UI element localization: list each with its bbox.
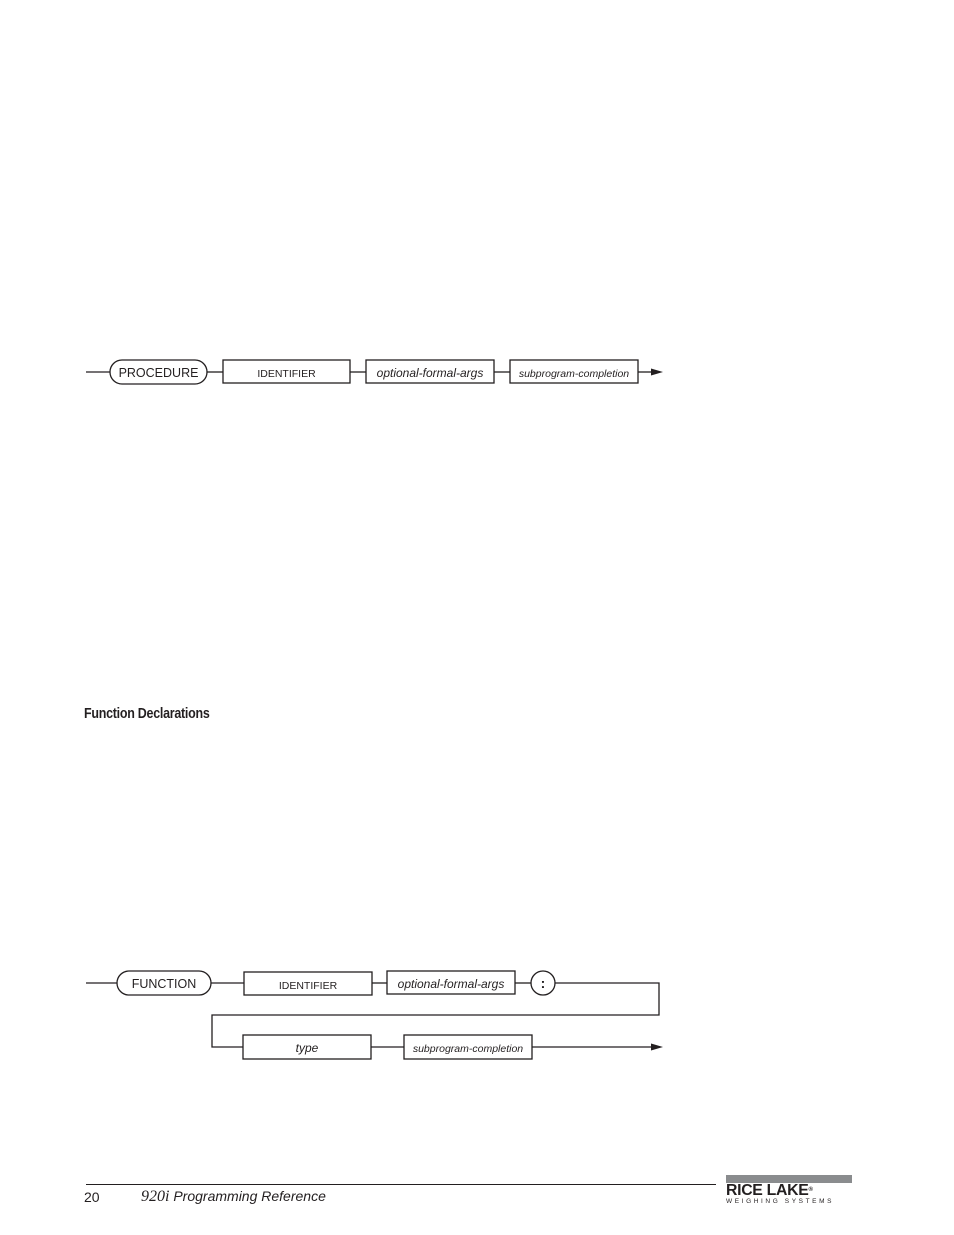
- procedure-keyword: PROCEDURE: [118, 366, 199, 380]
- procedure-syntax-diagram: [0, 355, 700, 389]
- logo-name: [726, 1183, 855, 1198]
- procedure-args: optional-formal-args: [376, 366, 484, 380]
- function-args: optional-formal-args: [397, 977, 505, 991]
- section-heading: Function Declarations: [84, 706, 210, 722]
- function-keyword: FUNCTION: [131, 977, 197, 991]
- document-title-text: Programming Reference: [173, 1188, 326, 1204]
- document-title: [141, 1188, 326, 1206]
- procedure-completion: subprogram-completion: [518, 368, 630, 380]
- rice-lake-logo: [726, 1175, 852, 1206]
- registered-mark: ®: [808, 1187, 813, 1193]
- footer-rule: [86, 1184, 716, 1185]
- function-wrap-line: [212, 983, 659, 1047]
- function-identifier: IDENTIFIER: [278, 980, 338, 992]
- procedure-identifier: IDENTIFIER: [257, 368, 316, 380]
- function-colon: :: [540, 975, 546, 991]
- function-type: type: [295, 1041, 319, 1055]
- procedure-exit-arrow-icon: [651, 369, 663, 376]
- procedure-diagram-svg: [0, 355, 700, 389]
- function-exit-arrow-icon: [651, 1044, 663, 1051]
- logo-name-text: RICE LAKE: [726, 1182, 809, 1199]
- function-completion: subprogram-completion: [412, 1043, 524, 1055]
- function-diagram-svg: [0, 965, 700, 1065]
- logo-tagline: WEIGHING SYSTEMS: [726, 1198, 835, 1205]
- model-name: 920i: [141, 1188, 170, 1205]
- page-number: 20: [84, 1189, 100, 1205]
- function-syntax-diagram: [0, 965, 700, 1065]
